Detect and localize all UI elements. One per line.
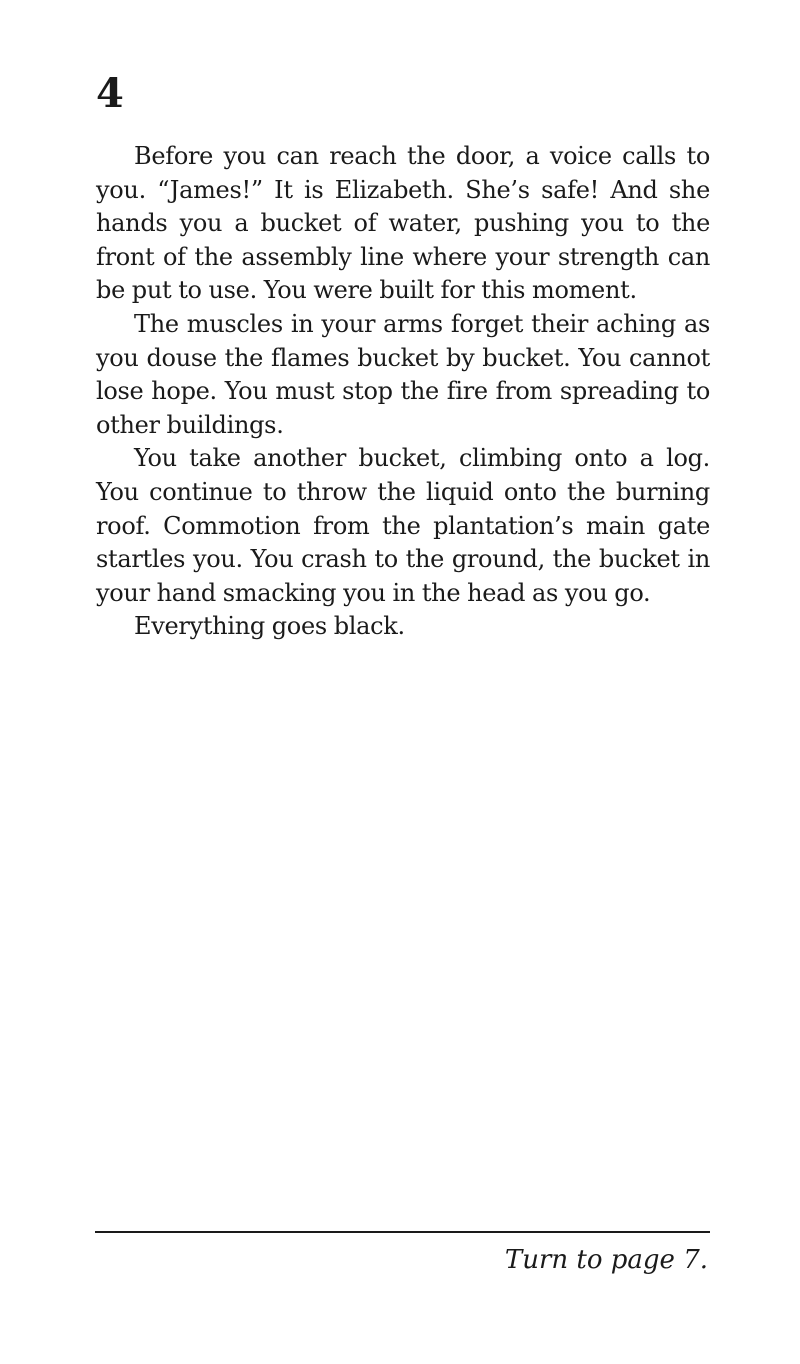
turn-to-page-instruction[interactable]: Turn to page 7. bbox=[504, 1245, 708, 1275]
page-number: 4 bbox=[96, 70, 124, 117]
story-paragraph: You take another bucket, climbing onto a log. You continue to throw the liquid onto the burning roof. Commotion from the plantation’s main gate startles you. You crash to the ground, the bucket in your hand smacking you in the head as you go. bbox=[96, 444, 710, 607]
footer-divider bbox=[95, 1231, 710, 1233]
story-paragraph: Before you can reach the door, a voice calls to you. “James!” It is Elizabeth. She’s safe! And she hands you a bucket of water, pushing you to the front of the assembly line where your strength can be put to use. You were built for this moment. bbox=[96, 142, 710, 305]
story-paragraph: The muscles in your arms forget their aching as you douse the flames bucket by bucket. You cannot lose hope. You must stop the fire from spreading to other buildings. bbox=[96, 309, 710, 439]
story-paragraph: Everything goes black. bbox=[134, 612, 405, 641]
story-text bbox=[96, 140, 710, 644]
